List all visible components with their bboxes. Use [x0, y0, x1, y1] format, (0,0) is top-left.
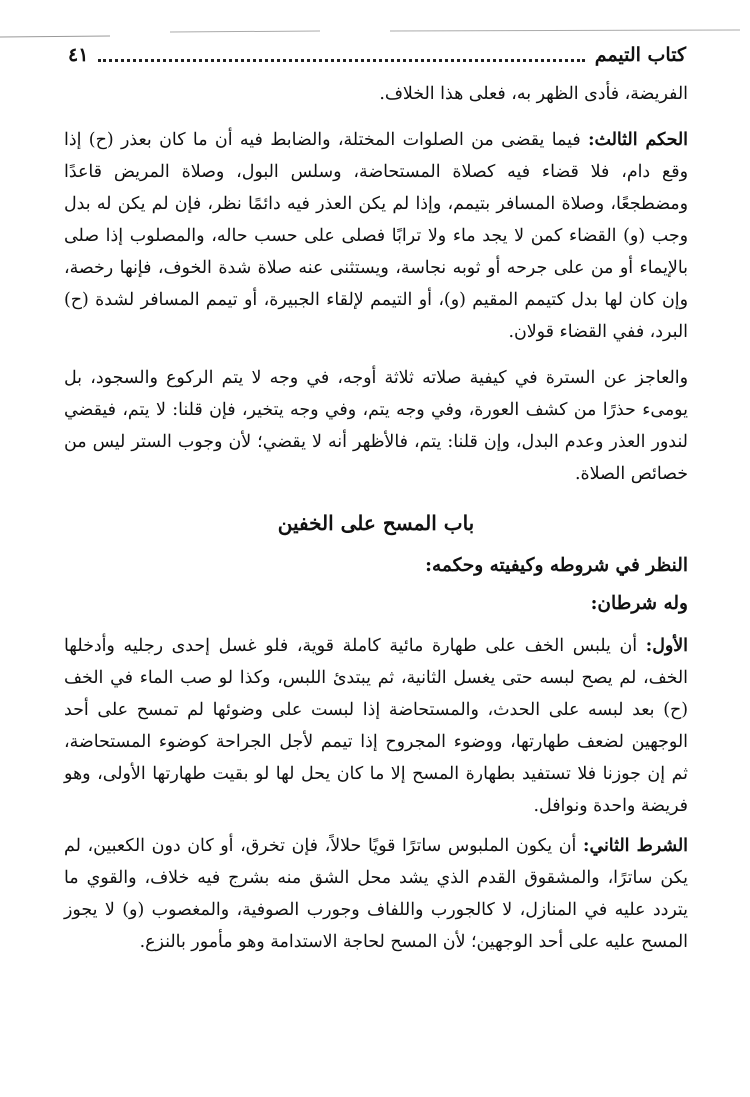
paragraph-covering: والعاجز عن السترة في كيفية صلاته ثلاثة أوجه، في وجه لا يتم الركوع والسجود، بل يومىء حذرًا من كشف العورة، وفي وجه يتم، وفي وجه يتخير، فإن قلنا: لا يتم، فيقضي لندور العذر وعدم البدل، وإن قلنا: يتم، فالأظهر أنه لا يقضي؛ لأن وجوب الستر ليس من خصائص الصلاة.: [64, 368, 688, 484]
running-header: [68, 38, 686, 72]
first-condition-heading: الأول:: [645, 636, 688, 656]
paragraph-third-ruling: [64, 124, 688, 348]
chapter-title: كتاب التيمم: [594, 44, 686, 66]
paragraph-first-condition: [64, 630, 688, 822]
page-number: ٤١: [68, 44, 89, 66]
section-title: باب المسح على الخفين: [277, 511, 475, 535]
header-dot-leader: [98, 49, 584, 62]
paragraph-continuation: الفريضة، فأدى الظهر به، فعلى هذا الخلاف.: [379, 84, 688, 104]
paragraph-second-condition: [64, 830, 688, 958]
second-condition-text: أن يكون الملبوس ساترًا قويًا حلالاً، فإن تخرق، أو كان دون الكعبين، لم يكن ساترًا، والمشقوق القدم الذي يشد محل الشق منه بشرج فيه خلاف، والقوي ما يتردد عليه في المنازل، لا كالجورب واللفاف وجورب الصوفية، والمغصوب (و) لا يجوز المسح عليه على أحد الوجهين؛ لأن المسح لحاجة الاستدامة وهو مأمور بالنزع.: [64, 836, 688, 952]
ruling-text: فيما يقضى من الصلوات المختلة، والضابط فيه أن ما كان بعذر (ح) إذا وقع دام، فلا قضاء فيه كصلاة المستحاضة، وسلس البول، وصلاة المريض قاعدًا ومضطجعًا، وصلاة المسافر بتيمم، وإذا لم يكن العذر فيه دائمًا نظر، فإن لم يكن له بدل وجب (و) القضاء كمن لا يجد ماء ولا ترابًا فصلى على حسب حاله، والمصلوب إذا صلى بالإيماء أو من على جرحه أو ثوبه نجاسة، ويستثنى عنه صلاة شدة الخوف، فإنها رخصة، وإن كان لها بدل كتيمم المقيم (و)، أو التيمم لإلقاء الجبيرة، أو تيمم المسافر لشدة (ح) البرد، ففي القضاء قولان.: [64, 130, 688, 342]
subheading-two-conditions: وله شرطان:: [590, 593, 688, 614]
subheading-conditions: النظر في شروطه وكيفيته وحكمه:: [425, 555, 688, 576]
page-body: [64, 78, 688, 958]
second-condition-heading: الشرط الثاني:: [583, 836, 688, 856]
ruling-heading: الحكم الثالث:: [588, 130, 689, 150]
first-condition-text: أن يلبس الخف على طهارة مائية كاملة قوية، فلو غسل إحدى رجليه وأدخلها الخف، لم يصح لبسه حتى يغسل الثانية، ثم يبتدئ اللبس، وكذا لو صب الماء في الخف (ح) بعد لبسه على الحدث، والمستحاضة إذا لبست على وضوئها لم تمسح على أحد الوجهين لضعف طهارتها، ووضوء المجروح إذا تيمم لأجل الجراحة كوضوء المستحاضة، ثم إن جوزنا فلا تستفيد بطهارة المسح إلا ما كان يحل لها لو بقيت طهارتها الأولى، وهو فريضة واحدة ونوافل.: [64, 636, 688, 816]
